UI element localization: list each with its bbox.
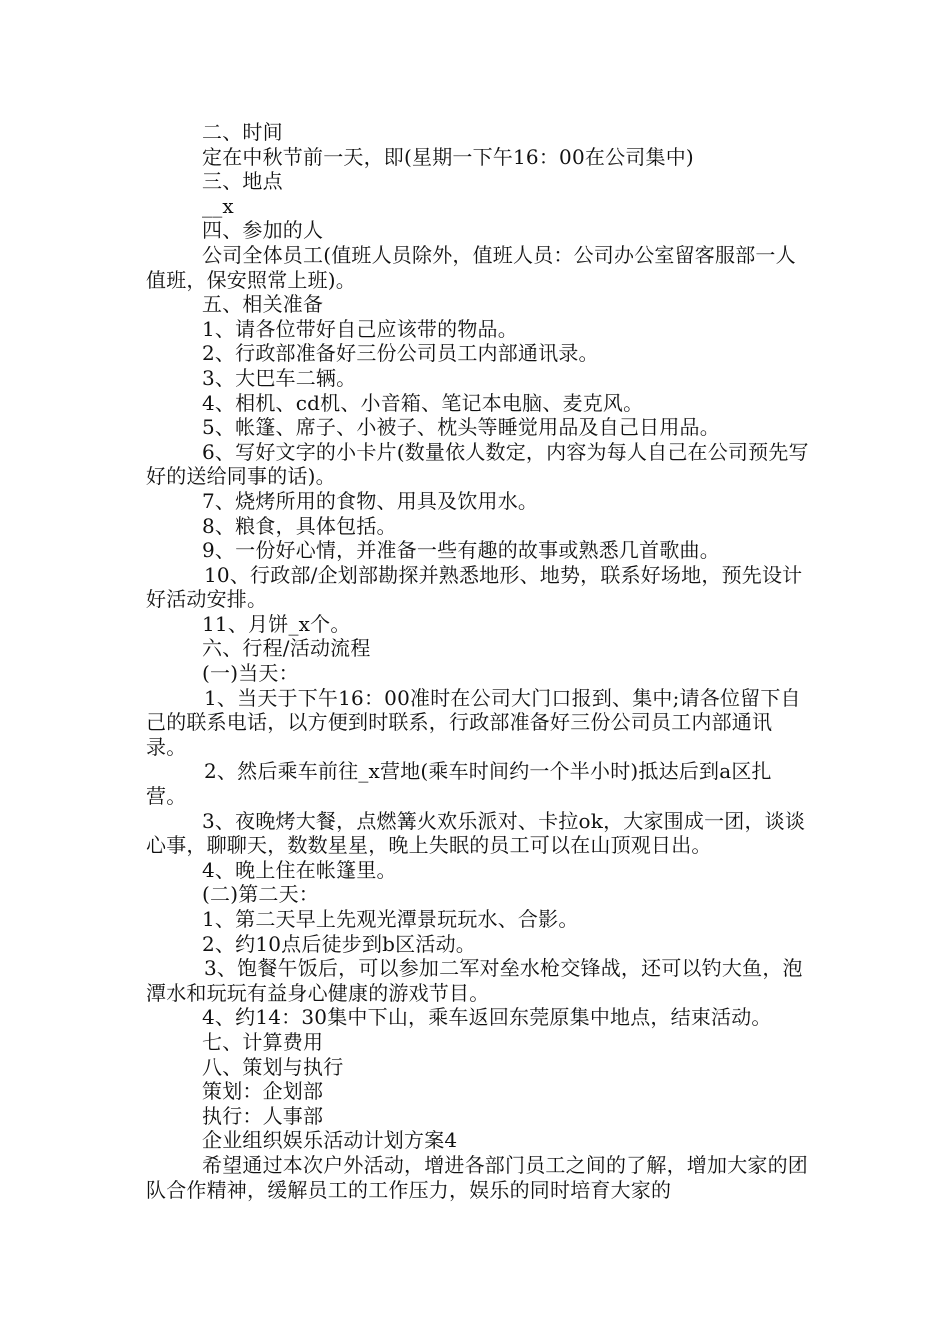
heading-time: 二、时间 xyxy=(202,120,283,144)
list-item: 2、约10点后徒步到b区活动。 xyxy=(202,931,476,956)
list-item: 4、相机、cd机、小音箱、笔记本电脑、麦克风。 xyxy=(202,390,644,415)
subheading-day-one: (一)当天： xyxy=(202,661,299,686)
list-item: 11、月饼_x个。 xyxy=(202,611,351,636)
list-item: 2、然后乘车前往_x营地(乘车时间约一个半小时)抵达后到a区扎营。 xyxy=(146,759,772,809)
heading-location: 三、地点 xyxy=(202,169,283,194)
heading-schedule: 六、行程/活动流程 xyxy=(202,636,371,661)
paragraph-planner: 策划：企划部 xyxy=(202,1079,324,1104)
paragraph-executor: 执行：人事部 xyxy=(202,1103,324,1128)
section-title: 企业组织娱乐活动计划方案4 xyxy=(202,1128,458,1153)
list-item: 7、烧烤所用的食物、用具及饮用水。 xyxy=(202,488,539,513)
list-item: 4、约14：30集中下山，乘车返回东莞原集中地点，结束活动。 xyxy=(202,1005,772,1030)
list-item: 5、帐篷、席子、小被子、枕头等睡觉用品及自己日用品。 xyxy=(202,415,720,440)
document-body xyxy=(146,120,810,1202)
heading-costs: 七、计算费用 xyxy=(202,1029,324,1054)
list-item: 10、行政部/企划部勘探并熟悉地形、地势，联系好场地，预先设计好活动安排。 xyxy=(146,562,803,612)
list-item: 6、写好文字的小卡片(数量依人数定，内容为每人自己在公司预先写好的送给同事的话)。 xyxy=(146,439,809,489)
heading-preparation: 五、相关准备 xyxy=(202,292,324,317)
paragraph-participants: 公司全体员工(值班人员除外，值班人员：公司办公室留客服部一人值班，保安照常上班)。 xyxy=(146,242,796,292)
heading-planning: 八、策划与执行 xyxy=(202,1054,344,1079)
list-item: 2、行政部准备好三份公司员工内部通讯录。 xyxy=(202,341,599,366)
list-item: 1、请各位带好自己应该带的物品。 xyxy=(202,316,518,341)
list-item: 3、饱餐午饭后，可以参加二军对垒水枪交锋战，还可以钓大鱼，泡潭水和玩玩有益身心健康的游戏节目。 xyxy=(146,956,803,1005)
list-item: 4、晚上住在帐篷里。 xyxy=(202,857,397,882)
list-item: 8、粮食，具体包括。 xyxy=(202,513,397,538)
paragraph-time: 定在中秋节前一天，即(星期一下午16：00在公司集中) xyxy=(202,144,694,169)
paragraph-location: __x xyxy=(202,193,234,218)
list-item: 1、当天于下午16：00准时在公司大门口报到、集中;请各位留下自己的联系电话，以方便到时联系，行政部准备好三份公司员工内部通讯录。 xyxy=(146,685,801,759)
heading-participants: 四、参加的人 xyxy=(202,218,324,243)
subheading-day-two: (二)第二天： xyxy=(202,882,320,907)
list-item: 3、大巴车二辆。 xyxy=(202,365,357,390)
list-item: 1、第二天早上先观光潭景玩玩水、合影。 xyxy=(202,907,579,931)
paragraph-intro: 希望通过本次户外活动，增进各部门员工之间的了解，增加大家的团队合作精神，缓解员工的工作压力，娱乐的同时培育大家的 xyxy=(146,1152,808,1202)
list-item: 9、一份好心情，并准备一些有趣的故事或熟悉几首歌曲。 xyxy=(202,538,720,563)
list-item: 3、夜晚烤大餐，点燃篝火欢乐派对、卡拉ok，大家围成一团，谈谈心事，聊聊天，数数星星，晚上失眠的员工可以在山顶观日出。 xyxy=(146,808,806,858)
